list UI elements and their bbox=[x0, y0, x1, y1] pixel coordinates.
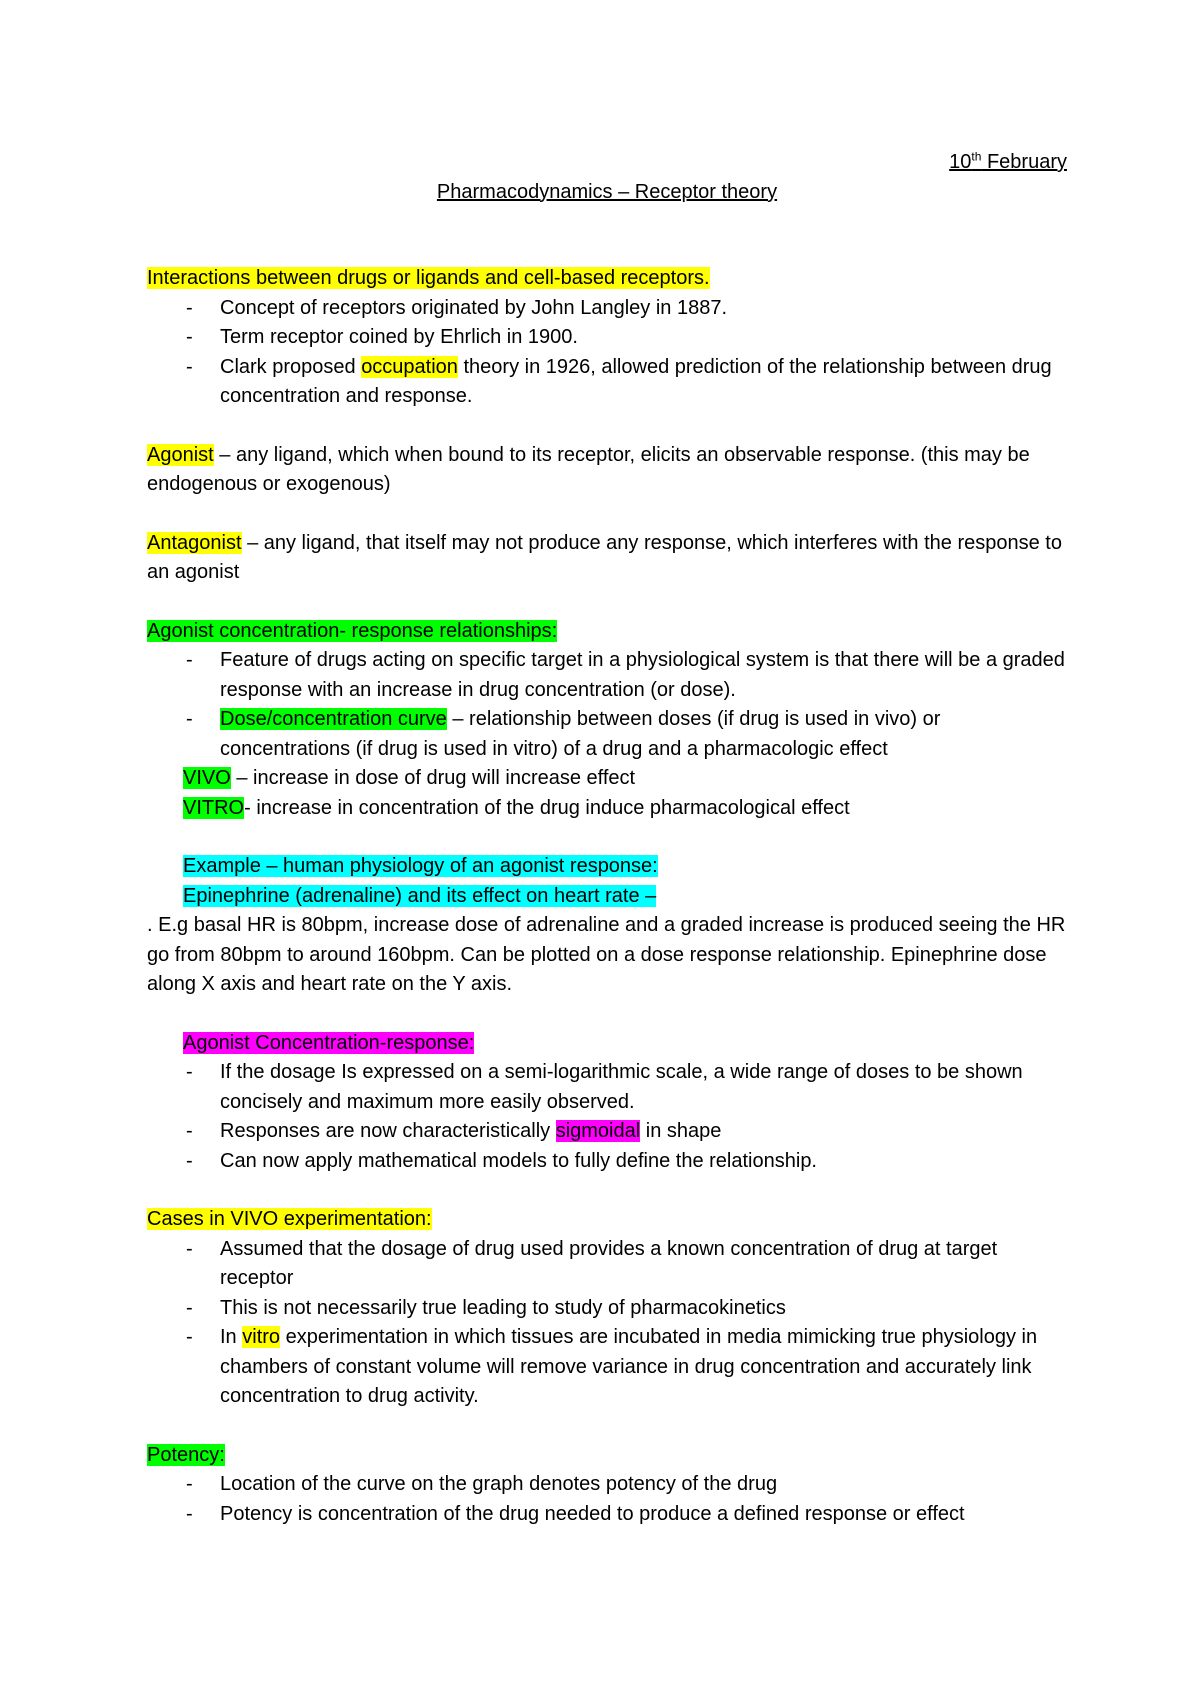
section-interactions bbox=[147, 264, 1067, 412]
highlight-dose-curve: Dose/concentration curve bbox=[220, 708, 447, 730]
vivo-list bbox=[147, 1235, 1067, 1412]
section-heading-vivo: Cases in VIVO experimentation: bbox=[147, 1208, 432, 1230]
page-title: Pharmacodynamics – Receptor theory bbox=[436, 180, 778, 203]
section-example bbox=[147, 852, 1067, 1000]
section-heading-agonist-concentration: Agonist Concentration-response: bbox=[183, 1031, 475, 1054]
example-body: . E.g basal HR is 80bpm, increase dose of adrenaline and a graded increase is produced seeing the HR go from 80bpm to around 160bpm. Can be plotted on a dose response relationship. Epinephrine dose along X axis and heart rate on the Y axis. bbox=[147, 914, 1066, 995]
list-item: - Concept of receptors originated by John Langley in 1887. bbox=[147, 294, 1067, 324]
term-vivo: VIVO bbox=[183, 767, 231, 789]
highlight-vitro: vitro bbox=[242, 1326, 281, 1348]
term-antagonist: Antagonist bbox=[147, 531, 242, 554]
list-item: - Term receptor coined by Ehrlich in 1900. bbox=[147, 323, 1067, 353]
section-concentration-response bbox=[147, 617, 1067, 824]
list-item: - Can now apply mathematical models to fully define the relationship. bbox=[147, 1147, 1067, 1177]
section-heading-potency: Potency: bbox=[147, 1443, 225, 1466]
section-heading-concentration-response: Agonist concentration- response relationships: bbox=[147, 619, 558, 642]
date-month: February bbox=[981, 151, 1067, 173]
term-vitro: VITRO bbox=[183, 796, 245, 819]
term-agonist: Agonist bbox=[147, 443, 214, 466]
concentration-response-list bbox=[147, 646, 1067, 764]
section-vivo-experimentation bbox=[147, 1205, 1067, 1412]
agonist-definition: Agonist – any ligand, which when bound to its receptor, elicits an observable response. (this may be endogenous or exogenous) bbox=[147, 443, 1030, 495]
highlight-occupation: occupation bbox=[361, 355, 458, 378]
example-heading: Example – human physiology of an agonist response: bbox=[183, 855, 658, 877]
list-item: - Feature of drugs acting on specific target in a physiological system is that there will be a graded response with an increase in drug concentration (or dose). bbox=[147, 646, 1067, 705]
agonist-concentration-list bbox=[147, 1058, 1067, 1176]
list-item: - If the dosage Is expressed on a semi-logarithmic scale, a wide range of doses to be shown concisely and maximum more easily observed. bbox=[147, 1058, 1067, 1117]
list-item: - Dose/concentration curve – relationship between doses (if drug is used in vivo) or concentrations (if drug is used in vitro) of a drug and a pharmacologic effect bbox=[147, 705, 1067, 764]
section-heading-interactions: Interactions between drugs or ligands and cell-based receptors. bbox=[147, 267, 710, 289]
document-body bbox=[147, 148, 1067, 1529]
list-item: - Potency is concentration of the drug needed to produce a defined response or effect bbox=[147, 1500, 1067, 1530]
highlight-sigmoidal: sigmoidal bbox=[555, 1120, 641, 1142]
section-agonist-concentration bbox=[147, 1029, 1067, 1177]
section-potency bbox=[147, 1441, 1067, 1530]
list-item: - Responses are now characteristically sigmoidal in shape bbox=[147, 1117, 1067, 1147]
date-day: 10 bbox=[949, 151, 972, 173]
antagonist-definition: Antagonist – any ligand, that itself may not produce any response, which interferes with the response to an agonist bbox=[147, 531, 1062, 583]
example-subheading: Epinephrine (adrenaline) and its effect on heart rate – bbox=[183, 884, 657, 907]
date-superscript: th bbox=[971, 149, 982, 164]
potency-list bbox=[147, 1470, 1067, 1529]
list-item: - Assumed that the dosage of drug used provides a known concentration of drug at target receptor bbox=[147, 1235, 1067, 1294]
interactions-list bbox=[147, 294, 1067, 412]
vivo-line: VIVO – increase in dose of drug will increase effect bbox=[183, 767, 636, 789]
list-item: - Clark proposed occupation theory in 1926, allowed prediction of the relationship between drug concentration and response. bbox=[147, 353, 1067, 412]
date-line bbox=[147, 148, 1067, 178]
list-item: - In vitro experimentation in which tissues are incubated in media mimicking true physiology in chambers of constant volume will remove variance in drug concentration and accurately link concentration to drug activity. bbox=[147, 1323, 1067, 1412]
list-item: - Location of the curve on the graph denotes potency of the drug bbox=[147, 1470, 1067, 1500]
vitro-line: VITRO- increase in concentration of the drug induce pharmacological effect bbox=[183, 796, 850, 819]
list-item: - This is not necessarily true leading to study of pharmacokinetics bbox=[147, 1294, 1067, 1324]
